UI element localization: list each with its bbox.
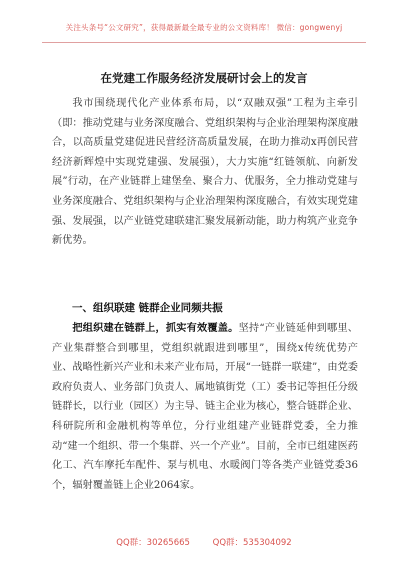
- footer-qq-group-1: QQ群：30265665: [116, 538, 190, 548]
- header-divider: [42, 42, 366, 43]
- header-notice: 关注头条号“公文研究”，获得最新最全最专业的公文资料库！ 微信：gongwenyj: [65, 23, 343, 32]
- intro-paragraph: [52, 94, 358, 251]
- section-heading: 一、组织联建 链群企业同频共振: [72, 302, 223, 314]
- footer-contacts: [0, 536, 408, 548]
- section-paragraph: [52, 319, 358, 495]
- section-lead-text: 把组织建在链群上，抓实有效覆盖。: [72, 323, 239, 334]
- footer-qq-group-2: QQ群：535304092: [212, 538, 292, 548]
- intro-text: 我市围绕现代化产业体系布局，以“双融双强”工程为主牵引（即：推动党建与业务深度融合、党组织架构与企业治理架构深度融合，以高质量党建促进民营经济高质量发展，在助力推动x再创民营经济新辉煌中实现党建强、发展强），大力实施“红链领航、向新发展”行动，在产业链群上建堡垒、聚合力、优服务，全力推动党建与业务深度融合、党组织架构与企业治理架构深度融合，有效实现党建强、发展强，以产业链党建联建汇聚发展新动能，助力构筑产业竞争新优势。: [52, 98, 358, 247]
- document-title: 在党建工作服务经济发展研讨会上的发言: [100, 71, 308, 85]
- section-body-text: 坚持“产业链延伸到哪里、产业集群整合到哪里，党组织就跟进到哪里”，围绕x传统优势产业、战略性新兴产业和未来产业布局，开展“一链群一联建”，由党委政府负责人、业务部门负责人、属地镇街党（工）委书记等担任分级链群长，以行业（园区）为主导、链主企业为核心，整合链群企业、科研院所和金融机构等单位，分行业组建产业链群党委，全力推动“建一个组织、带一个集群、兴一个产业”。目前，全市已组建医药化工、汽车摩托车配件、泵与机电、水暖阀门等各类产业链党委36个，辐射覆盖链上企业2064家。: [52, 323, 358, 491]
